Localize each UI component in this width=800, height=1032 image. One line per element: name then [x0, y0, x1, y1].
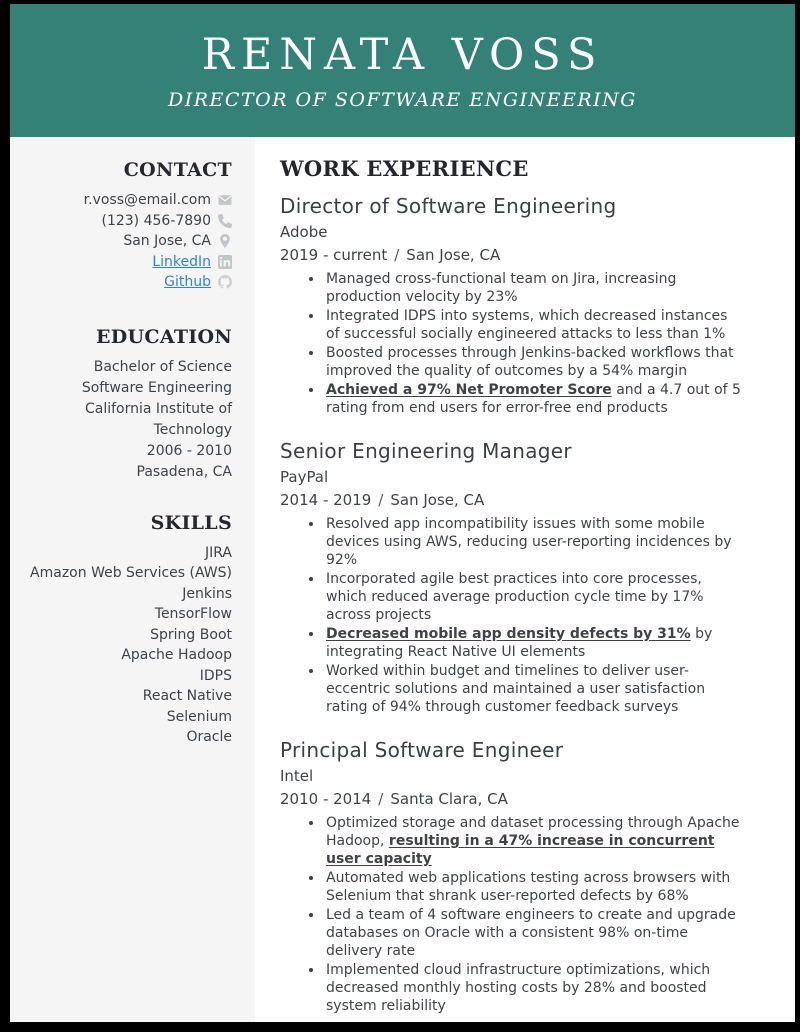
bullet-list	[280, 515, 741, 716]
bullet-text: Led a team of 4 software engineers to create and upgrade databases on Oracle with a consistent 98% on-time delivery rate	[326, 907, 736, 959]
bullet-text: Boosted processes through Jenkins-backed workflows that improved the quality of outcomes by a 54% margin	[326, 345, 734, 379]
bullet-emphasis-text: Decreased mobile app density defects by 31%	[326, 626, 691, 642]
bullet-item	[324, 961, 741, 1015]
company-name: PayPal	[280, 468, 329, 486]
job-location: San Jose, CA	[390, 490, 485, 509]
bullet-item	[324, 570, 741, 624]
linkedin-icon	[218, 255, 232, 269]
contact-row-github	[22, 272, 232, 293]
job-meta	[280, 246, 741, 266]
education-section	[22, 326, 232, 483]
contact-phone: (123) 456-7890	[101, 212, 211, 229]
bullet-item	[324, 270, 741, 306]
contact-row-linkedin	[22, 252, 232, 273]
bullet-item	[324, 906, 741, 960]
bullet-text: Automated web applications testing across browsers with Selenium that shrank user-reported defects by 68%	[326, 870, 731, 904]
dates-location-separator: /	[394, 245, 400, 264]
bullet-text: Managed cross-functional team on Jira, increasing production velocity by 23%	[326, 271, 677, 305]
bullet-item	[324, 344, 741, 380]
education-line: Pasadena, CA	[136, 463, 232, 480]
job-title: Director of Software Engineering	[280, 194, 617, 218]
education-heading: EDUCATION	[96, 325, 232, 348]
bullet-item	[324, 515, 741, 569]
bullet-text: and a 4.7 out of 5 rating from end users for error-free end products	[326, 382, 741, 416]
bullet-emphasis-text: Achieved a 97% Net Promoter Score	[326, 382, 612, 398]
job-title: Principal Software Engineer	[280, 738, 564, 762]
job-meta	[280, 790, 741, 810]
job-dates: 2019 - current	[280, 245, 388, 264]
body-columns	[10, 137, 795, 1022]
sidebar	[10, 137, 255, 1022]
candidate-title: DIRECTOR OF SOFTWARE ENGINEERING	[168, 89, 637, 111]
work-experience-column	[255, 137, 795, 1022]
skill-item: Oracle	[186, 729, 232, 745]
bullet-item	[324, 307, 741, 343]
skill-item: IDPS	[199, 667, 232, 684]
skills-section	[22, 512, 232, 748]
bullet-text: Integrated IDPS into systems, which decreased instances of successful socially engineered attacks to less than 1%	[326, 308, 728, 342]
envelope-icon	[218, 193, 232, 207]
skill-item: TensorFlow	[154, 606, 232, 622]
education-line: California Institute of Technology	[84, 400, 232, 438]
bullet-item	[324, 814, 741, 868]
phone-icon	[218, 214, 232, 228]
contact-row-email	[22, 190, 232, 211]
candidate-name: RENATA VOSS	[201, 30, 604, 80]
education-line: Software Engineering	[81, 379, 232, 396]
bullet-text: Worked within budget and timelines to deliver user-eccentric solutions and maintained a user satisfaction rating of 94% through customer feedback surveys	[326, 663, 706, 715]
education-lines	[22, 357, 232, 483]
skill-item: Apache Hadoop	[121, 647, 232, 663]
contact-section	[22, 159, 232, 293]
skills-list	[22, 543, 232, 748]
job-entry	[280, 438, 741, 716]
location-pin-icon	[218, 234, 232, 248]
github-icon	[218, 275, 232, 289]
job-meta	[280, 491, 741, 511]
bullet-text: Optimized storage and dataset processing through Apache Hadoop,	[326, 815, 740, 849]
skill-item: Jenkins	[182, 585, 232, 602]
bullet-item	[324, 869, 741, 905]
education-line: Bachelor of Science	[93, 358, 232, 375]
job-title: Senior Engineering Manager	[280, 439, 572, 463]
job-dates: 2014 - 2019	[280, 490, 372, 509]
linkedin-link[interactable]: LinkedIn	[152, 253, 211, 270]
dates-location-separator: /	[378, 789, 384, 808]
github-link[interactable]: Github	[164, 274, 211, 291]
education-line: 2006 - 2010	[146, 442, 232, 459]
skills-heading: SKILLS	[150, 511, 232, 534]
job-entry	[280, 193, 741, 417]
company-name: Adobe	[280, 223, 328, 241]
skill-item: Selenium	[166, 708, 232, 725]
skill-item: React Native	[142, 688, 232, 704]
bullet-text: Incorporated agile best practices into core processes, which reduced average production cycle time by 17% across projects	[326, 571, 704, 623]
job-location: San Jose, CA	[406, 245, 501, 264]
contact-heading: CONTACT	[123, 159, 232, 181]
work-experience-heading: WORK EXPERIENCE	[280, 156, 529, 181]
job-list	[280, 193, 741, 1015]
bullet-text: by integrating React Native UI elements	[326, 626, 713, 660]
skill-item: JIRA	[205, 544, 232, 561]
contact-row-phone	[22, 211, 232, 232]
bullet-item	[324, 625, 741, 661]
dates-location-separator: /	[378, 490, 384, 509]
bullet-item	[324, 662, 741, 716]
header-band	[10, 4, 795, 137]
bullet-list	[280, 814, 741, 1015]
job-entry	[280, 737, 741, 1015]
bullet-item	[324, 381, 741, 417]
bullet-emphasis-text: resulting in a 47% increase in concurrent user capacity	[326, 833, 715, 867]
skill-item: Spring Boot	[150, 626, 232, 643]
contact-row-location	[22, 231, 232, 252]
bullet-text: Implemented cloud infrastructure optimizations, which decreased monthly hosting costs by 28% and boosted system reliability	[326, 962, 711, 1014]
contact-email: r.voss@email.com	[83, 192, 211, 209]
contact-location: San Jose, CA	[123, 233, 211, 250]
resume-page	[10, 4, 795, 1022]
job-location: Santa Clara, CA	[390, 789, 508, 808]
bullet-text: Resolved app incompatibility issues with some mobile devices using AWS, reducing user-reporting incidences by 92%	[326, 516, 732, 568]
company-name: Intel	[280, 767, 314, 785]
bullet-list	[280, 270, 741, 417]
skill-item: Amazon Web Services (AWS)	[30, 565, 232, 581]
job-dates: 2010 - 2014	[280, 789, 372, 808]
